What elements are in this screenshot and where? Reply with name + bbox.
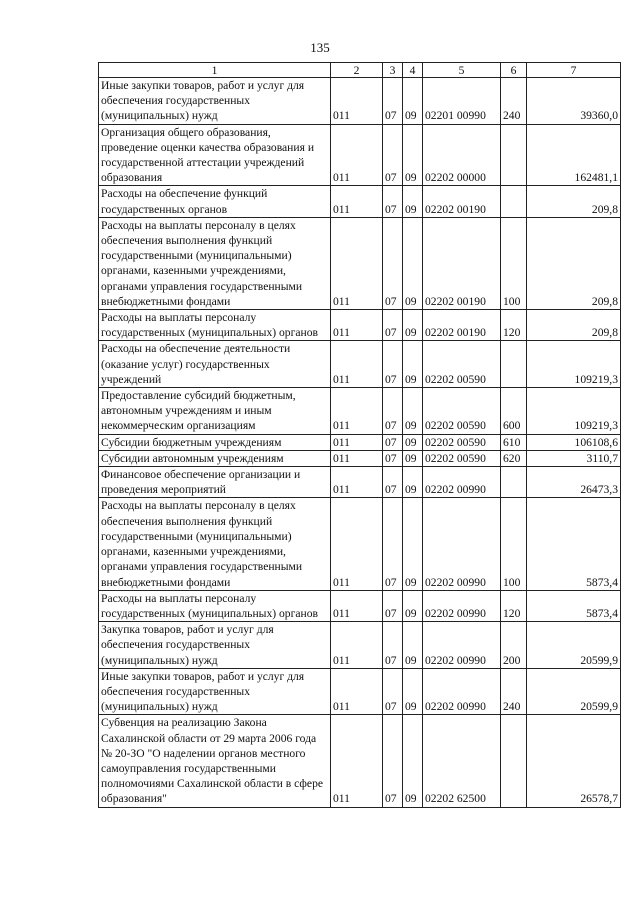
row-subsection-cell: 09: [403, 467, 423, 498]
row-subsection-cell: 09: [403, 78, 423, 125]
row-expense-type-cell: 100: [501, 498, 527, 590]
row-target-article-cell: 02202 00590: [423, 450, 501, 466]
row-expense-type-cell: 620: [501, 450, 527, 466]
header-row: [99, 63, 621, 78]
row-amount-cell: 20599,9: [527, 622, 621, 669]
row-subsection-cell: 09: [403, 434, 423, 450]
row-name-cell: Субвенция на реализацию Закона Сахалинской области от 29 марта 2006 года № 20-ЗО "О наделении органов местного самоуправления государственными полномочиями Сахалинской области в сфере образования": [99, 715, 331, 807]
table-row: [99, 715, 621, 807]
row-subsection-cell: 09: [403, 310, 423, 341]
row-expense-type-cell: 600: [501, 388, 527, 435]
row-section-cell: 07: [383, 467, 403, 498]
row-section-cell: 07: [383, 590, 403, 621]
budget-table: [98, 62, 621, 808]
row-target-article-cell: 02202 00990: [423, 590, 501, 621]
row-subsection-cell: 09: [403, 498, 423, 590]
table-row: [99, 450, 621, 466]
row-target-article-cell: 02202 00990: [423, 498, 501, 590]
row-subsection-cell: 09: [403, 186, 423, 217]
row-name-cell: Предоставление субсидий бюджетным, автономным учреждениям и иным некоммерческим организациям: [99, 388, 331, 435]
row-grbs-cell: 011: [331, 186, 383, 217]
row-section-cell: 07: [383, 310, 403, 341]
row-amount-cell: 162481,1: [527, 124, 621, 186]
row-subsection-cell: 09: [403, 622, 423, 669]
row-section-cell: 07: [383, 450, 403, 466]
table-row: [99, 467, 621, 498]
table-row: [99, 622, 621, 669]
row-name-cell: Расходы на выплаты персоналу государственных (муниципальных) органов: [99, 590, 331, 621]
row-amount-cell: 106108,6: [527, 434, 621, 450]
row-section-cell: 07: [383, 186, 403, 217]
row-grbs-cell: 011: [331, 467, 383, 498]
table-row: [99, 498, 621, 590]
page-number: 135: [310, 40, 330, 55]
column-header: 6: [501, 63, 527, 78]
row-grbs-cell: 011: [331, 434, 383, 450]
row-section-cell: 07: [383, 124, 403, 186]
column-header: 1: [99, 63, 331, 78]
row-section-cell: 07: [383, 668, 403, 715]
table-row: [99, 341, 621, 388]
row-amount-cell: 26473,3: [527, 467, 621, 498]
row-amount-cell: 209,8: [527, 186, 621, 217]
row-expense-type-cell: 240: [501, 78, 527, 125]
row-expense-type-cell: 610: [501, 434, 527, 450]
row-grbs-cell: 011: [331, 498, 383, 590]
row-subsection-cell: 09: [403, 668, 423, 715]
table-row: [99, 186, 621, 217]
table-row: [99, 668, 621, 715]
row-name-cell: Закупка товаров, работ и услуг для обеспечения государственных (муниципальных) нужд: [99, 622, 331, 669]
row-expense-type-cell: 120: [501, 590, 527, 621]
row-section-cell: 07: [383, 217, 403, 309]
row-amount-cell: 109219,3: [527, 388, 621, 435]
row-grbs-cell: 011: [331, 341, 383, 388]
row-amount-cell: 20599,9: [527, 668, 621, 715]
row-expense-type-cell: 240: [501, 668, 527, 715]
row-section-cell: 07: [383, 388, 403, 435]
column-header: 7: [527, 63, 621, 78]
table-row: [99, 388, 621, 435]
row-target-article-cell: 02201 00990: [423, 78, 501, 125]
row-amount-cell: 209,8: [527, 310, 621, 341]
row-expense-type-cell: [501, 124, 527, 186]
column-header: 4: [403, 63, 423, 78]
column-header: 5: [423, 63, 501, 78]
row-name-cell: Расходы на выплаты персоналу государственных (муниципальных) органов: [99, 310, 331, 341]
row-grbs-cell: 011: [331, 78, 383, 125]
row-subsection-cell: 09: [403, 590, 423, 621]
row-grbs-cell: 011: [331, 450, 383, 466]
table-row: [99, 217, 621, 309]
row-subsection-cell: 09: [403, 715, 423, 807]
row-grbs-cell: 011: [331, 622, 383, 669]
column-header: 3: [383, 63, 403, 78]
row-grbs-cell: 011: [331, 124, 383, 186]
row-target-article-cell: 02202 00590: [423, 341, 501, 388]
row-expense-type-cell: [501, 715, 527, 807]
row-section-cell: 07: [383, 715, 403, 807]
row-amount-cell: 5873,4: [527, 590, 621, 621]
row-section-cell: 07: [383, 341, 403, 388]
row-target-article-cell: 02202 00990: [423, 668, 501, 715]
row-name-cell: Расходы на выплаты персоналу в целях обеспечения выполнения функций государственными (муниципальными) органами, казенными учреждениями, органами управления государственными внебюджетными фондами: [99, 217, 331, 309]
row-target-article-cell: 02202 00990: [423, 622, 501, 669]
table-row: [99, 78, 621, 125]
row-expense-type-cell: [501, 186, 527, 217]
row-amount-cell: 3110,7: [527, 450, 621, 466]
column-header: 2: [331, 63, 383, 78]
table-row: [99, 310, 621, 341]
row-grbs-cell: 011: [331, 668, 383, 715]
row-name-cell: Финансовое обеспечение организации и проведения мероприятий: [99, 467, 331, 498]
row-grbs-cell: 011: [331, 217, 383, 309]
row-target-article-cell: 02202 00190: [423, 217, 501, 309]
row-amount-cell: 5873,4: [527, 498, 621, 590]
row-target-article-cell: 02202 00990: [423, 467, 501, 498]
row-name-cell: Расходы на выплаты персоналу в целях обеспечения выполнения функций государственными (муниципальными) органами, казенными учреждениями, органами управления государственными внебюджетными фондами: [99, 498, 331, 590]
row-target-article-cell: 02202 62500: [423, 715, 501, 807]
row-section-cell: 07: [383, 434, 403, 450]
row-amount-cell: 209,8: [527, 217, 621, 309]
row-name-cell: Иные закупки товаров, работ и услуг для обеспечения государственных (муниципальных) нужд: [99, 668, 331, 715]
row-name-cell: Субсидии автономным учреждениям: [99, 450, 331, 466]
table-body: [99, 78, 621, 808]
row-subsection-cell: 09: [403, 341, 423, 388]
table-row: [99, 124, 621, 186]
table-row: [99, 590, 621, 621]
row-expense-type-cell: 100: [501, 217, 527, 309]
row-amount-cell: 109219,3: [527, 341, 621, 388]
row-grbs-cell: 011: [331, 388, 383, 435]
row-name-cell: Расходы на обеспечение деятельности (оказание услуг) государственных учреждений: [99, 341, 331, 388]
row-grbs-cell: 011: [331, 310, 383, 341]
row-subsection-cell: 09: [403, 124, 423, 186]
row-section-cell: 07: [383, 622, 403, 669]
row-grbs-cell: 011: [331, 715, 383, 807]
row-section-cell: 07: [383, 78, 403, 125]
row-expense-type-cell: 200: [501, 622, 527, 669]
row-target-article-cell: 02202 00590: [423, 388, 501, 435]
row-name-cell: Субсидии бюджетным учреждениям: [99, 434, 331, 450]
row-grbs-cell: 011: [331, 590, 383, 621]
table-row: [99, 434, 621, 450]
row-target-article-cell: 02202 00000: [423, 124, 501, 186]
row-name-cell: Иные закупки товаров, работ и услуг для обеспечения государственных (муниципальных) нужд: [99, 78, 331, 125]
row-subsection-cell: 09: [403, 217, 423, 309]
row-target-article-cell: 02202 00190: [423, 310, 501, 341]
row-expense-type-cell: [501, 467, 527, 498]
row-target-article-cell: 02202 00590: [423, 434, 501, 450]
row-name-cell: Организация общего образования, проведение оценки качества образования и государственной аттестации учреждений образования: [99, 124, 331, 186]
row-section-cell: 07: [383, 498, 403, 590]
row-target-article-cell: 02202 00190: [423, 186, 501, 217]
row-subsection-cell: 09: [403, 388, 423, 435]
row-amount-cell: 26578,7: [527, 715, 621, 807]
row-expense-type-cell: 120: [501, 310, 527, 341]
row-subsection-cell: 09: [403, 450, 423, 466]
row-amount-cell: 39360,0: [527, 78, 621, 125]
row-name-cell: Расходы на обеспечение функций государственных органов: [99, 186, 331, 217]
row-expense-type-cell: [501, 341, 527, 388]
